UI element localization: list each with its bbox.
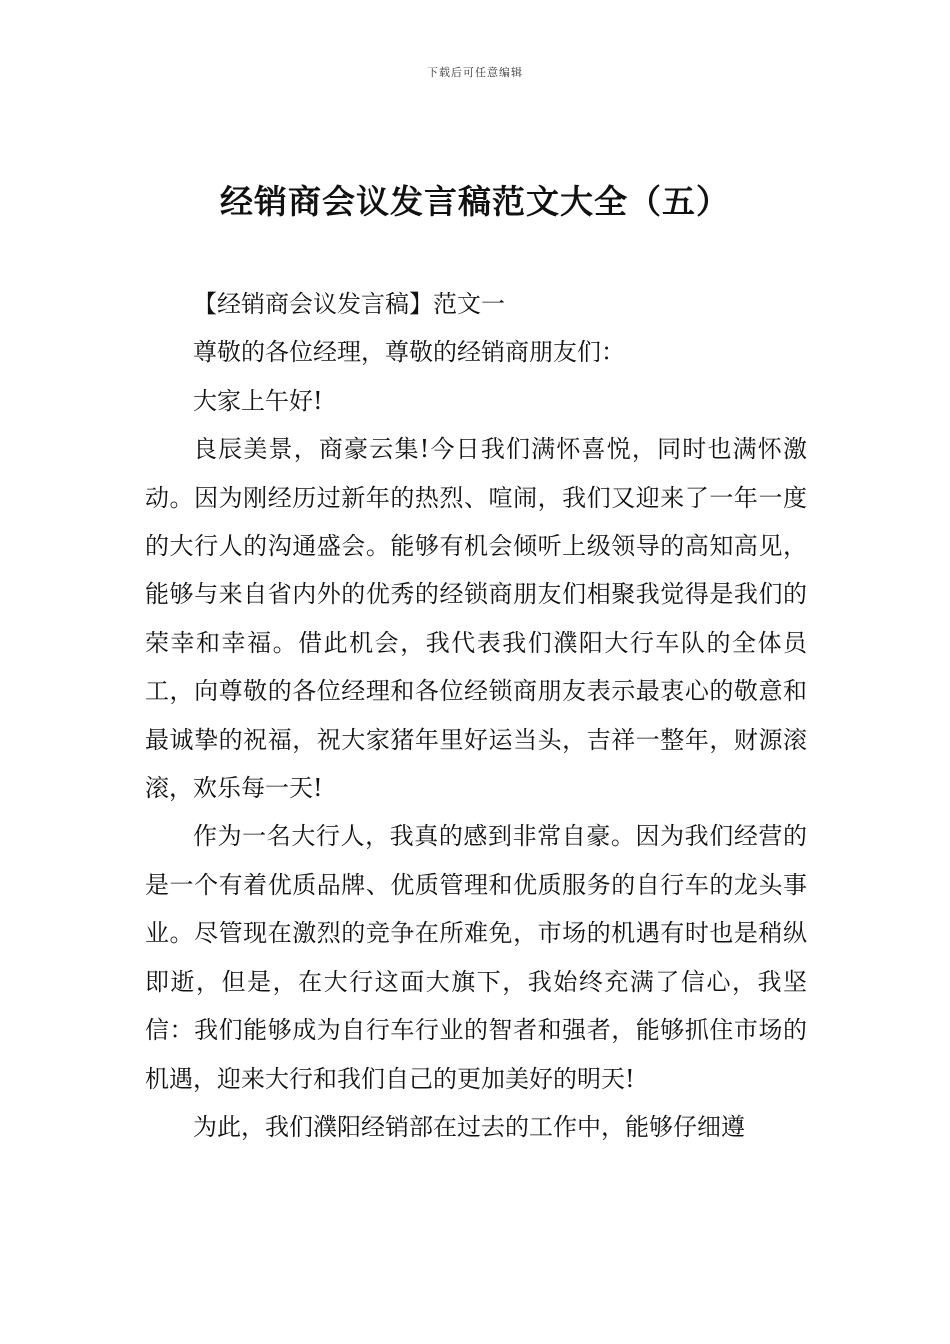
document-body xyxy=(145,280,807,1151)
document-title: 经销商会议发言稿范文大全（五） xyxy=(220,182,730,221)
paragraph-body-3: 为此，我们濮阳经销部在过去的工作中，能够仔细遵 xyxy=(193,1112,745,1141)
paragraph-body-1: 良辰美景，商豪云集!今日我们满怀喜悦，同时也满怀激动。因为刚经历过新年的热烈、喧闹，我们又迎来了一年一度的大行人的沟通盛会。能够有机会倾听上级领导的高知高见，能够与来自省内外的优秀的经锁商朋友们相聚我觉得是我们的荣幸和幸福。借此机会，我代表我们濮阳大行车队的全体员工，向尊敬的各位经理和各位经锁商朋友表示最衷心的敬意和最诚挚的祝福，祝大家猪年里好运当头，吉祥一整年，财源滚滚，欢乐每一天! xyxy=(145,435,807,803)
page-header-note: 下载后可任意编辑 xyxy=(427,66,523,79)
paragraph-body-2: 作为一名大行人，我真的感到非常自豪。因为我们经营的是一个有着优质品牌、优质管理和优质服务的自行车的龙头事业。尽管现在激烈的竞争在所难免，市场的机遇有时也是稍纵即逝，但是，在大行这面大旗下，我始终充满了信心，我坚信：我们能够成为自行车行业的智者和强者，能够抓住市场的机遇，迎来大行和我们自己的更加美好的明天! xyxy=(145,822,807,1093)
paragraph-section-heading: 【经销商会议发言稿】范文一 xyxy=(193,290,505,318)
paragraph-greeting: 大家上午好! xyxy=(193,386,323,415)
paragraph-salutation: 尊敬的各位经理，尊敬的经销商朋友们： xyxy=(193,338,625,367)
